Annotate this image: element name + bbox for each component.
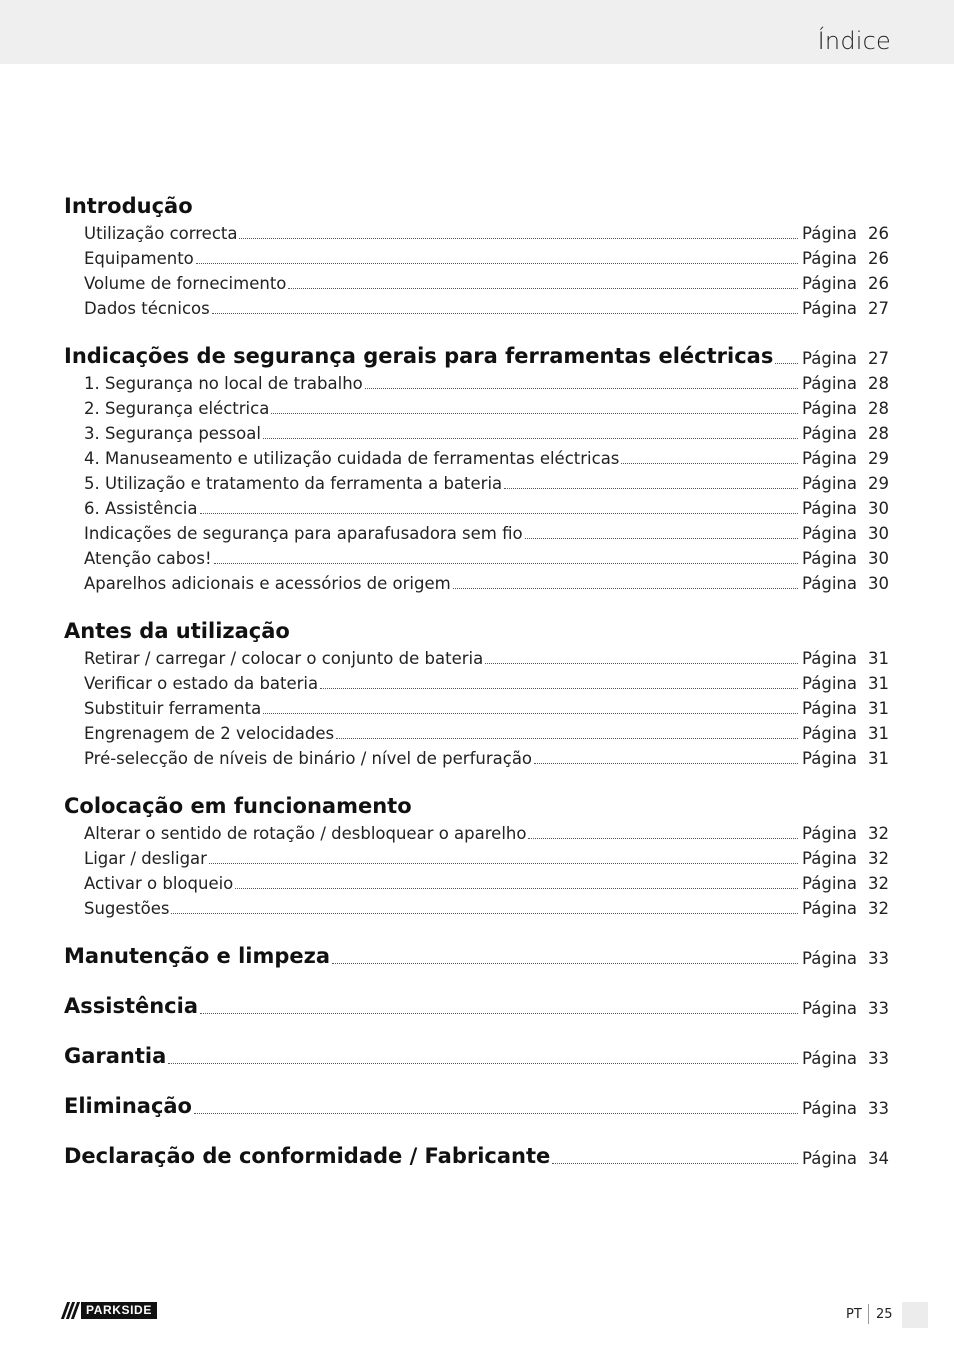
page-word: Página [802,874,857,893]
page-reference [802,899,889,918]
toc-entry-label: Sugestões [84,899,170,918]
toc-entry-label: Engrenagem de 2 velocidades [84,724,335,743]
page-reference [802,724,889,743]
toc-section-heading[interactable] [64,1088,889,1118]
page-reference [802,549,889,568]
toc-entry-label: 1. Segurança no local de trabalho [84,374,363,393]
toc-section-heading[interactable] [64,788,889,818]
page-word: Página [802,999,857,1018]
toc-entry[interactable] [84,568,889,593]
page-word: Página [802,1099,857,1118]
page-reference [802,1149,889,1168]
parkside-logo [64,1302,176,1319]
page-reference [802,849,889,868]
dot-leader [288,287,798,289]
page-ref-number: 30 [868,524,889,543]
page-reference [802,749,889,768]
page-ref-number: 33 [868,1049,889,1068]
toc-section-heading[interactable] [64,613,889,643]
toc-entry-label: 4. Manuseamento e utilização cuidada de ferramentas eléctricas [84,449,620,468]
page-reference [802,374,889,393]
toc-entry[interactable] [84,468,889,493]
page-word: Página [802,299,857,318]
page-ref-number: 30 [868,574,889,593]
section-title: Indicações de segurança gerais para ferramentas eléctricas [64,344,774,368]
page-reference [802,874,889,893]
section-title: Declaração de conformidade / Fabricante [64,1144,551,1168]
page-reference [802,424,889,443]
page-reference [802,499,889,518]
dot-leader [168,1062,798,1064]
toc-entry-label: Aparelhos adicionais e acessórios de origem [84,574,451,593]
toc-entry-label: Atenção cabos! [84,549,212,568]
toc-entry-label: 3. Segurança pessoal [84,424,261,443]
section-title: Antes da utilização [64,619,290,643]
dot-leader [528,837,798,839]
toc-entry[interactable] [84,543,889,568]
toc-entry-label: Utilização correcta [84,224,238,243]
page-ref-number: 33 [868,1099,889,1118]
toc-entry[interactable] [84,243,889,268]
toc-entry-label: Indicações de segurança para aparafusadora sem fio [84,524,523,543]
section-title: Introdução [64,194,193,218]
dot-leader [525,537,798,539]
page-word: Página [802,374,857,393]
page-ref-number: 33 [868,949,889,968]
page-reference [802,474,889,493]
dot-leader [235,887,798,889]
page-word: Página [802,524,857,543]
page-ref-number: 29 [868,474,889,493]
toc-entry-label: Substituir ferramenta [84,699,262,718]
page-reference [802,824,889,843]
dot-leader [263,712,798,714]
page-word: Página [802,424,857,443]
page-ref-number: 26 [868,224,889,243]
toc-entry-label: Alterar o sentido de rotação / desbloquear o aparelho [84,824,527,843]
page-word: Página [802,574,857,593]
logo-slashes-icon [64,1302,77,1319]
page-word: Página [802,699,857,718]
dot-leader [200,512,799,514]
section-title: Assistência [64,994,198,1018]
toc-entry-label: 5. Utilização e tratamento da ferramenta a bateria [84,474,503,493]
page-ref-number: 28 [868,374,889,393]
toc-section-heading[interactable] [64,1038,889,1068]
page-ref-number: 26 [868,249,889,268]
page-word: Página [802,274,857,293]
toc-entry[interactable] [84,218,889,243]
page-ref-number: 34 [868,1149,889,1168]
language-code: PT [846,1307,862,1322]
dot-leader [200,1012,798,1014]
page-ref-number: 28 [868,424,889,443]
dot-leader [336,737,798,739]
dot-leader [239,237,798,239]
toc-entry-label: Retirar / carregar / colocar o conjunto de bateria [84,649,484,668]
toc-entry-label: Pré-selecção de níveis de binário / nível de perfuração [84,749,533,768]
toc-section-heading[interactable] [64,338,889,368]
page-word: Página [802,749,857,768]
dot-leader [332,962,798,964]
toc-entry[interactable] [84,693,889,718]
page-reference [802,949,889,968]
page-reference [802,649,889,668]
toc-entry[interactable] [84,868,889,893]
toc-entry[interactable] [84,718,889,743]
page-word: Página [802,674,857,693]
dot-leader [171,912,798,914]
page-ref-number: 28 [868,399,889,418]
page-reference [802,1099,889,1118]
page-ref-number: 30 [868,549,889,568]
page-ref-number: 33 [868,999,889,1018]
page-word: Página [802,499,857,518]
page-reference [802,524,889,543]
page-word: Página [802,549,857,568]
page-ref-number: 27 [868,349,889,368]
page-reference [802,574,889,593]
toc-section-heading[interactable] [64,938,889,968]
toc-section-heading[interactable] [64,988,889,1018]
page-reference [802,249,889,268]
dot-leader [621,462,798,464]
toc-entry[interactable] [84,843,889,868]
page-ref-number: 31 [868,674,889,693]
page-ref-number: 31 [868,649,889,668]
toc-entry[interactable] [84,668,889,693]
page-word: Página [802,899,857,918]
page-word: Página [802,474,857,493]
toc-entry[interactable] [84,643,889,668]
dot-leader [485,662,798,664]
toc-entry[interactable] [84,393,889,418]
page-word: Página [802,399,857,418]
page-reference [802,999,889,1018]
page-ref-number: 26 [868,274,889,293]
page-word: Página [802,1049,857,1068]
toc-entry[interactable] [84,293,889,318]
section-title: Manutenção e limpeza [64,944,331,968]
footer-tab-marker [902,1302,928,1328]
page-ref-number: 30 [868,499,889,518]
page-title: Índice [817,27,891,55]
page-ref-number: 31 [868,749,889,768]
logo-brand-text: PARKSIDE [81,1302,157,1319]
page-word: Página [802,1149,857,1168]
toc-entry-label: 2. Segurança eléctrica [84,399,270,418]
page-reference [802,674,889,693]
page-word: Página [802,849,857,868]
page-ref-number: 27 [868,299,889,318]
toc-entry[interactable] [84,493,889,518]
toc-entry-label: 6. Assistência [84,499,198,518]
toc-entry[interactable] [84,418,889,443]
toc-entry[interactable] [84,893,889,918]
page-reference [802,349,889,368]
page-word: Página [802,724,857,743]
page-reference [802,1049,889,1068]
dot-leader [214,562,798,564]
page-reference [802,449,889,468]
page-ref-number: 31 [868,699,889,718]
dot-leader [552,1162,798,1164]
toc-entry[interactable] [84,743,889,768]
dot-leader [775,362,798,364]
section-title: Garantia [64,1044,167,1068]
page-word: Página [802,949,857,968]
page-ref-number: 32 [868,824,889,843]
page-number: 25 [876,1307,893,1322]
dot-leader [271,412,798,414]
toc-entry-label: Activar o bloqueio [84,874,234,893]
page-ref-number: 32 [868,899,889,918]
page-ref-number: 32 [868,874,889,893]
toc-entry[interactable] [84,818,889,843]
toc-entry-label: Volume de fornecimento [84,274,287,293]
dot-leader [196,262,798,264]
dot-leader [504,487,798,489]
dot-leader [194,1112,798,1114]
page-reference [802,299,889,318]
toc-entry[interactable] [84,268,889,293]
page-word: Página [802,824,857,843]
page-reference [802,224,889,243]
page-word: Página [802,449,857,468]
dot-leader [320,687,798,689]
page-word: Página [802,224,857,243]
page-ref-number: 32 [868,849,889,868]
toc-entry-label: Ligar / desligar [84,849,207,868]
dot-leader [534,762,798,764]
dot-leader [209,862,798,864]
toc-entry-label: Dados técnicos [84,299,210,318]
page-word: Página [802,649,857,668]
toc-section-heading[interactable] [64,188,889,218]
toc-entry[interactable] [84,518,889,543]
toc-entry-label: Equipamento [84,249,194,268]
dot-leader [365,387,798,389]
page-reference [802,399,889,418]
dot-leader [263,437,798,439]
table-of-contents [0,188,954,1168]
page-word: Página [802,249,857,268]
header-band [0,0,954,64]
page-ref-number: 29 [868,449,889,468]
dot-leader [212,312,798,314]
page-ref-number: 31 [868,724,889,743]
dot-leader [453,587,798,589]
footer-divider [868,1304,869,1324]
toc-section-heading[interactable] [64,1138,889,1168]
toc-entry[interactable] [84,443,889,468]
section-title: Eliminação [64,1094,192,1118]
page-reference [802,699,889,718]
page-reference [802,274,889,293]
toc-entry[interactable] [84,368,889,393]
toc-entry-label: Verificar o estado da bateria [84,674,319,693]
section-title: Colocação em funcionamento [64,794,412,818]
page-word: Página [802,349,857,368]
